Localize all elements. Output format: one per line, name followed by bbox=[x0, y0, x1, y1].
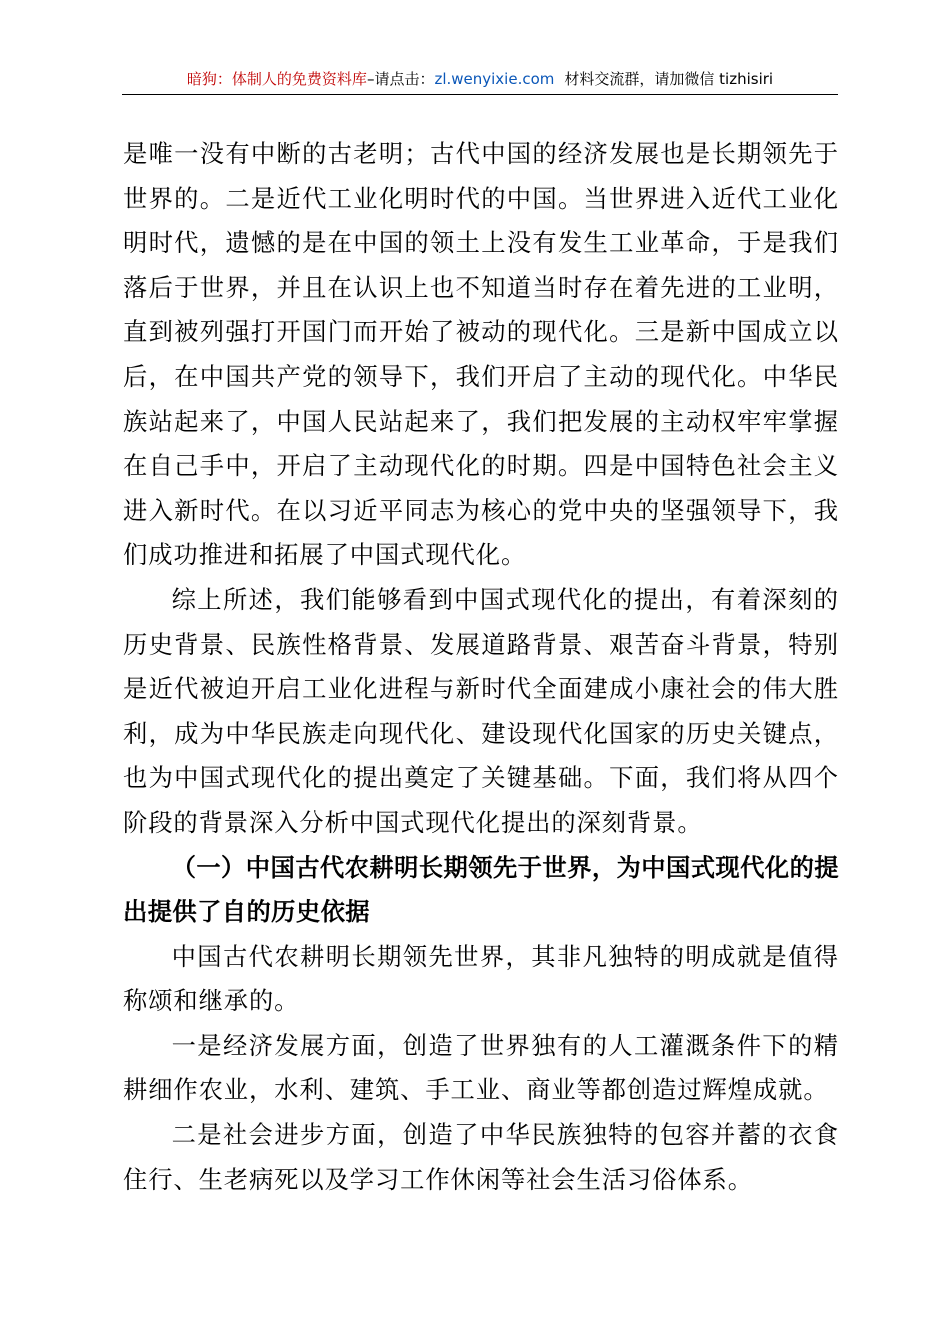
paragraph-summary: 综上所述，我们能够看到中国式现代化的提出，有着深刻的历史背景、民族性格背景、发展道路背景、艰苦奋斗背景，特别是近代被迫开启工业化进程与新时代全面建成小康社会的伟大胜利，成为中华民族走向现代化、建设现代化国家的历史关键点，也为中国式现代化的提出奠定了关键基础。下面，我们将从四个阶段的背景深入分析中国式现代化提出的深刻背景。 bbox=[123, 584, 839, 837]
paragraph-intro: 中国古代农耕明长期领先世界，其非凡独特的明成就是值得称颂和继承的。 bbox=[123, 941, 839, 1016]
header-click-prompt: –请点击： bbox=[366, 70, 435, 88]
document-body bbox=[123, 132, 839, 1202]
section-heading: （一）中国古代农耕明长期领先于世界，为中国式现代化的提出提供了自的历史依据 bbox=[123, 852, 839, 927]
paragraph-society: 二是社会进步方面，创造了中华民族独特的包容并蓄的衣食住行、生老病死以及学习工作休闲等社会生活习俗体系。 bbox=[123, 1120, 839, 1194]
paragraph-continued: 是唯一没有中断的古老明；古代中国的经济发展也是长期领先于世界的。二是近代工业化明时代的中国。当世界进入近代工业化明时代，遗憾的是在中国的领土上没有发生工业革命，于是我们落后于世界，并且在认识上也不知道当时存在着先进的工业明，直到被列强打开国门而开始了被动的现代化。三是新中国成立以后，在中国共产党的领导下，我们开启了主动的现代化。中华民族站起来了，中国人民站起来了，我们把发展的主动权牢牢掌握在自己手中，开启了主动现代化的时期。四是中国特色社会主义进入新时代。在以习近平同志为核心的党中央的坚强领导下，我们成功推进和拓展了中国式现代化。 bbox=[123, 139, 839, 570]
paragraph-economy: 一是经济发展方面，创造了世界独有的人工灌溉条件下的精耕细作农业，水利、建筑、手工业、商业等都创造过辉煌成就。 bbox=[123, 1030, 839, 1105]
header-wechat-note: 材料交流群，请加微信 tizhisiri bbox=[564, 70, 774, 88]
header-link[interactable]: zl.wenyixie.com bbox=[434, 70, 555, 88]
header-site-name: 暗狗：体制人的免费资料库 bbox=[186, 70, 367, 88]
page-header bbox=[122, 66, 838, 95]
